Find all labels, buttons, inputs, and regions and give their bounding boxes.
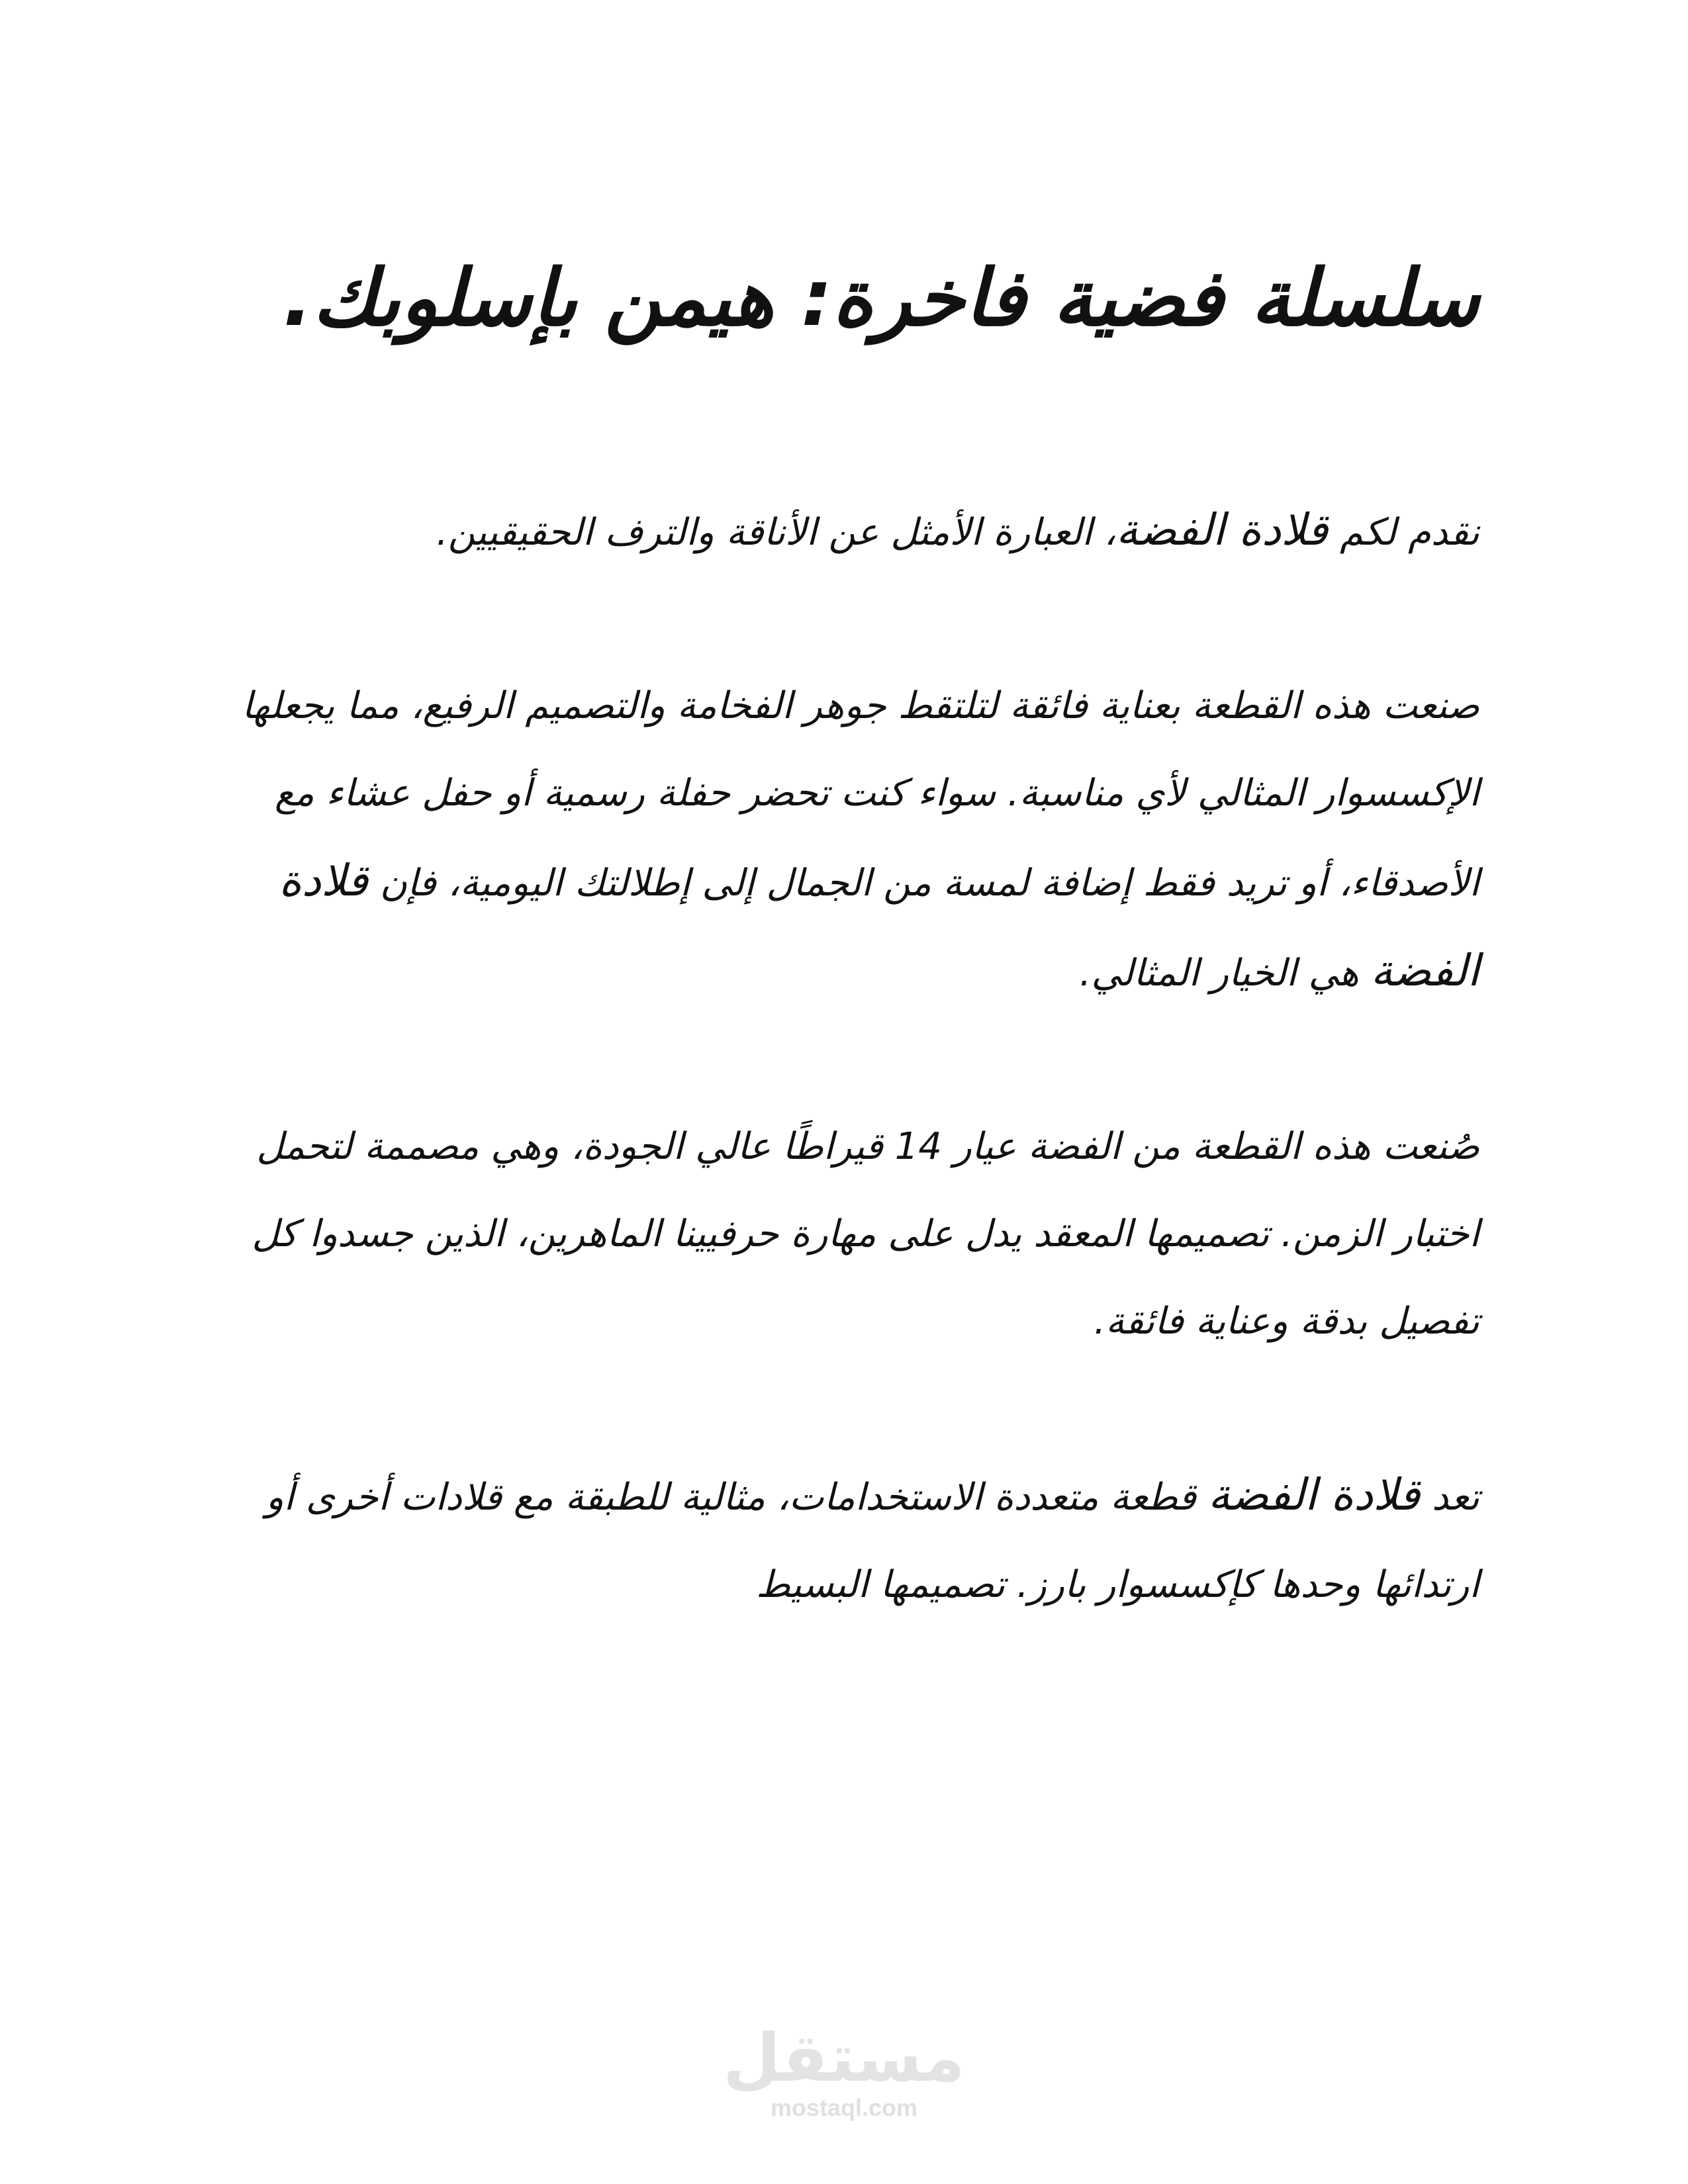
watermark-logo: مستقل [723, 2019, 965, 2097]
page-title: سلسلة فضية فاخرة: هيمن بإسلوبك. [283, 252, 1479, 343]
paragraph-text: هي الخيار المثالي. [1079, 952, 1371, 995]
article-body [209, 218, 1479, 1629]
versatility-paragraph [209, 1451, 1479, 1629]
paragraph-text: قطعة متعددة الاستخدامات، مثالية للطبقة مع قلادات أخرى أو ارتدائها وحدها كإكسسوار بارز. تصميمها البسيط [265, 1476, 1479, 1606]
mostaql-watermark [0, 2019, 1688, 2121]
intro-paragraph [209, 486, 1479, 576]
watermark-url: mostaql.com [770, 2094, 918, 2121]
paragraph-text: صنعت هذه القطعة بعناية فائقة لتلتقط جوهر الفخامة والتصميم الرفيع، مما يجعلها الإكسسوار المثالي لأي مناسبة. سواء كنت تحضر حفلة رسمية أو حفل عشاء مع الأصدقاء، أو تريد فقط إضافة لمسة من الجمال إلى إطلالتك اليومية، فإن [242, 684, 1479, 905]
product-name-emphasis: قلادة الفضة [279, 855, 1479, 996]
product-name-emphasis: قلادة الفضة [1207, 1469, 1421, 1520]
paragraph-text: صُنعت هذه القطعة من الفضة عيار 14 قيراطًا عالي الجودة، وهي مصممة لتحمل اختبار الزمن. تصميمها المعقد يدل على مهارة حرفيينا الماهرين، الذين جسدوا كل تفصيل بدقة وعناية فائقة. [252, 1125, 1479, 1343]
paragraph-text: تعد [1420, 1476, 1479, 1519]
product-name-emphasis: قلادة الفضة [1115, 504, 1329, 555]
paragraph-text: ، العبارة الأمثل عن الأناقة والترف الحقيقيين. [436, 511, 1116, 554]
paragraph-text: نقدم لكم [1328, 511, 1479, 554]
material-paragraph [209, 1103, 1479, 1365]
craft-paragraph [209, 662, 1479, 1017]
